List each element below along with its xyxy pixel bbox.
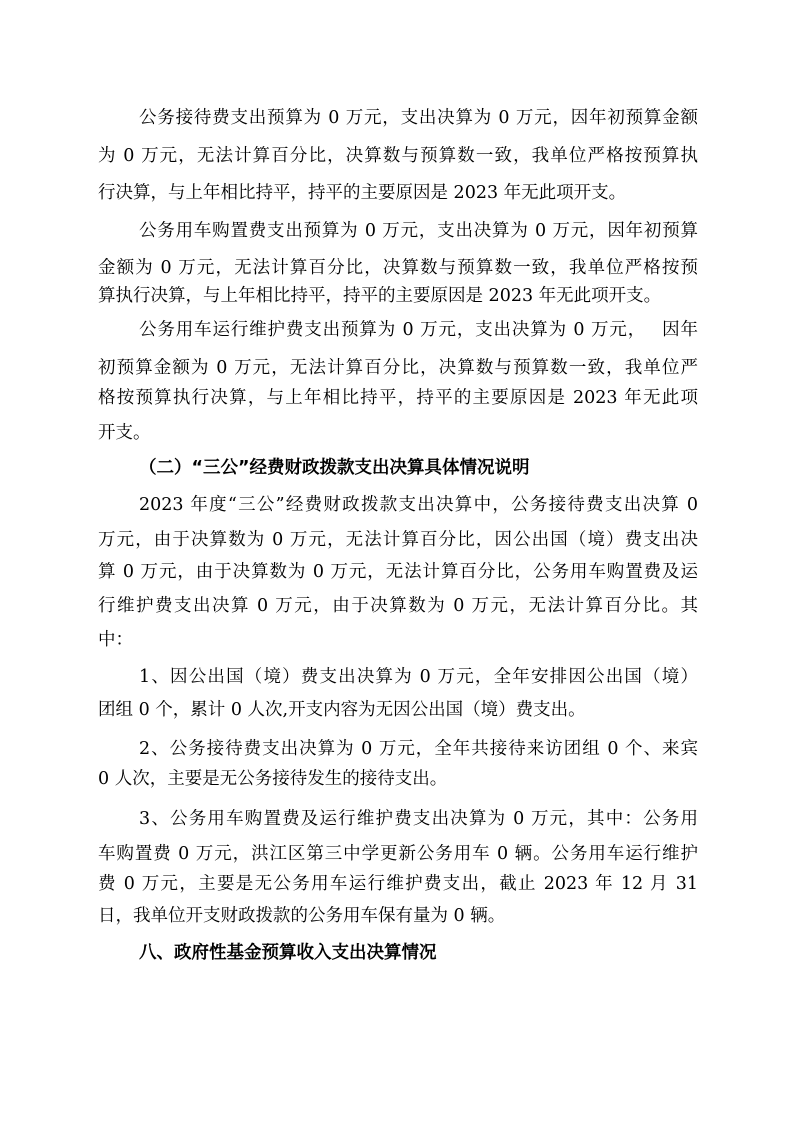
text-line: 公务用车购置费支出预算为 0 万元，支出决算为 0 万元，因年初预算 bbox=[139, 221, 698, 241]
text-line: 万元，由于决算数为 0 万元，无法计算百分比，因公出国（境）费支出决 bbox=[98, 530, 698, 550]
text-line: 费 0 万元，主要是无公务用车运行维护费支出，截止 2023 年 12 月 31 bbox=[98, 874, 698, 894]
text-line: 为 0 万元，无法计算百分比，决算数与预算数一致，我单位严格按预算执 bbox=[98, 146, 698, 166]
text-line: 中： bbox=[98, 630, 133, 650]
text-line: 行维护费支出决算 0 万元，由于决算数为 0 万元，无法计算百分比。其 bbox=[98, 596, 698, 616]
text-line: 开支。 bbox=[98, 423, 151, 443]
text-line: 3、公务用车购置费及运行维护费支出决算为 0 万元，其中：公务用 bbox=[139, 809, 698, 829]
text-line: 公务用车运行维护费支出预算为 0 万元，支出决算为 0 万元， 因年 bbox=[139, 320, 698, 340]
text-line: 算执行决算，与上年相比持平，持平的主要原因是 2023 年无此项开支。 bbox=[98, 286, 662, 306]
text-line: 0 人次，主要是无公务接待发生的接待支出。 bbox=[98, 769, 448, 789]
text-line: 车购置费 0 万元，洪江区第三中学更新公务用车 0 辆。公务用车运行维护 bbox=[98, 844, 698, 864]
text-line: 2023 年度“三公”经费财政拨款支出决算中，公务接待费支出决算 0 bbox=[139, 495, 698, 515]
text-line: 公务接待费支出预算为 0 万元，支出决算为 0 万元，因年初预算金额 bbox=[139, 108, 698, 128]
text-line: 1、因公出国（境）费支出决算为 0 万元，全年安排因公出国（境） bbox=[139, 667, 698, 687]
text-line: 2、公务接待费支出决算为 0 万元，全年共接待来访团组 0 个、来宾 bbox=[139, 739, 698, 759]
text-line: 日，我单位开支财政拨款的公务用车保有量为 0 辆。 bbox=[98, 906, 506, 926]
text-line: 行决算，与上年相比持平，持平的主要原因是 2023 年无此项开支。 bbox=[98, 183, 627, 203]
text-line: 算 0 万元，由于决算数为 0 万元，无法计算百分比，公务用车购置费及运 bbox=[98, 562, 698, 582]
text-line: 格按预算执行决算，与上年相比持平，持平的主要原因是 2023 年无此项 bbox=[98, 388, 698, 408]
section-heading: 八、政府性基金预算收入支出决算情况 bbox=[139, 943, 437, 963]
text-line: 金额为 0 万元，无法计算百分比，决算数与预算数一致，我单位严格按预 bbox=[98, 258, 698, 278]
text-line: 团组 0 个，累计 0 人次,开支内容为无因公出国（境）费支出。 bbox=[98, 700, 586, 720]
section-heading: （二）“三公”经费财政拨款支出决算具体情况说明 bbox=[139, 458, 530, 478]
text-line: 初预算金额为 0 万元，无法计算百分比，决算数与预算数一致，我单位严 bbox=[98, 358, 698, 378]
